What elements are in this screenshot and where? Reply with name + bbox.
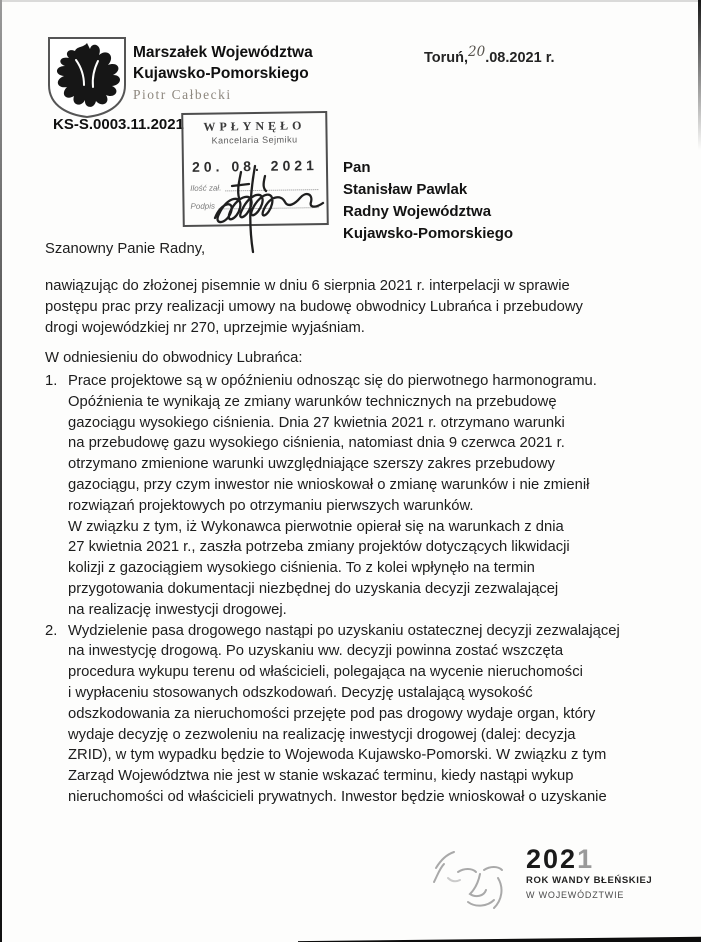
list-item <box>45 371 685 621</box>
list-item <box>45 621 685 808</box>
office-title-line1: Marszałek Województwa <box>133 44 313 61</box>
office-title-line2: Kujawsko-Pomorskiego <box>133 65 309 82</box>
campaign-line2: W WOJEWÓDZTWIE <box>526 890 625 900</box>
list-item-number: 1. <box>45 373 58 389</box>
letterhead <box>133 42 313 103</box>
official-name: Piotr Całbecki <box>133 87 232 102</box>
stamp-title: WPŁYNĘŁO <box>203 118 306 134</box>
handwritten-signature <box>203 158 343 258</box>
addressee-block: Pan Stanisław Pawlak Radny Województwa Kujawsko-Pomorskiego <box>343 159 514 242</box>
dateline-place: Toruń, <box>424 50 469 66</box>
reference-number: KS-S.0003.11.2021 <box>53 116 184 133</box>
scan-edge-top <box>0 0 701 2</box>
section-heading: W odniesieniu do obwodnicy Lubrańca: <box>45 350 303 366</box>
campaign-year-black: 202 <box>526 844 578 874</box>
handwritten-day: 20 <box>468 44 486 60</box>
stamp-attachments-label: Ilość zał. <box>190 183 222 193</box>
scan-edge-bottom <box>298 935 701 942</box>
numbered-list <box>45 371 685 808</box>
salutation: Szanowny Panie Radny, <box>45 241 206 257</box>
scan-edge-left <box>0 0 2 942</box>
stamp-date: 20. 08. 2021 <box>191 157 318 175</box>
dateline-rest: .08.2021 r. <box>485 50 555 66</box>
voivodeship-coat-of-arms-icon <box>46 35 128 119</box>
stamp-subtitle: Kancelaria Sejmiku <box>211 134 298 146</box>
dateline <box>424 44 555 66</box>
wanda-blenska-portrait-sketch-icon <box>428 838 512 916</box>
intro-paragraph: nawiązując do złożonej pisemnie w dniu 6 sierpnia 2021 r. interpelacji w sprawie postępu prac przy realizacji umowy na budowę obwodnicy Lubrańca i przebudowy drogi wojewódzkiej nr 270, uprzejmie wyjaśniam. <box>45 278 583 336</box>
list-item-number: 2. <box>45 622 58 639</box>
list-item-text: Prace projektowe są w opóźnieniu odnosząc się do pierwotnego harmonogramu. Opóźnienia te wynikają ze zmiany warunków technicznych na przebudowę gazociągu wysokiego ciśnienia. Dnia 27 kwietnia 2021 r. otrzymano warunki na przebudowę gazu wysokiego ciśnienia, natomiast dnia 9 czerwca 2021 r. otrzymano zmienione warunki uwzględniające szerszy zakres przebudowy gazociągu, przy czym inwestor nie wnioskował o zmianę warunków i nie zmienił rozwiązań projektowych po otrzymaniu pierwszych warunków. W związku z tym, iż Wykonawca pierwotnie opierał się na warunkach z dnia 27 kwietnia 2021 r., zaszła potrzeba zmiany projektów dotyczących likwidacji kolizji z gazociągiem wysokiego ciśnienia. To z kolei wpłynęło na termin przygotowania dokumentacji niezbędnej do uzyskania decyzji zezwalającej na realizację inwestycji drogowej. <box>68 373 597 618</box>
campaign-year-gray: 1 <box>577 844 595 874</box>
campaign-year <box>526 846 652 872</box>
list-item-text: Wydzielenie pasa drogowego nastąpi po uzyskaniu ostatecznej decyzji zezwalającej na inwestycję drogową. Po uzyskaniu ww. decyzji powinna zostać wszczęta procedura wykupu terenu od właścicieli, polegająca na wycenie nieruchomości i wypłaceniu stosowanych odszkodowań. Decyzję ustalającą wysokość odszkodowania za nieruchomości przejęte pod pas drogowy wydaje organ, który wydaje decyzję o zezwoleniu na realizację inwestycji drogowej (dalej: decyzja ZRID), w tym wypadku będzie to Wojewoda Kujawsko-Pomorski. W związku z tym Zarząd Województwa nie jest w stanie wskazać terminu, kiedy nastąpi wykup nieruchomości od właścicieli prywatnych. Inwestor będzie wnioskował o uzyskanie <box>68 622 620 805</box>
footer-campaign-logo <box>428 838 652 916</box>
stamp-signature-label: Podpis <box>190 201 216 211</box>
campaign-line1: ROK WANDY BŁEŃSKIEJ <box>526 875 653 886</box>
